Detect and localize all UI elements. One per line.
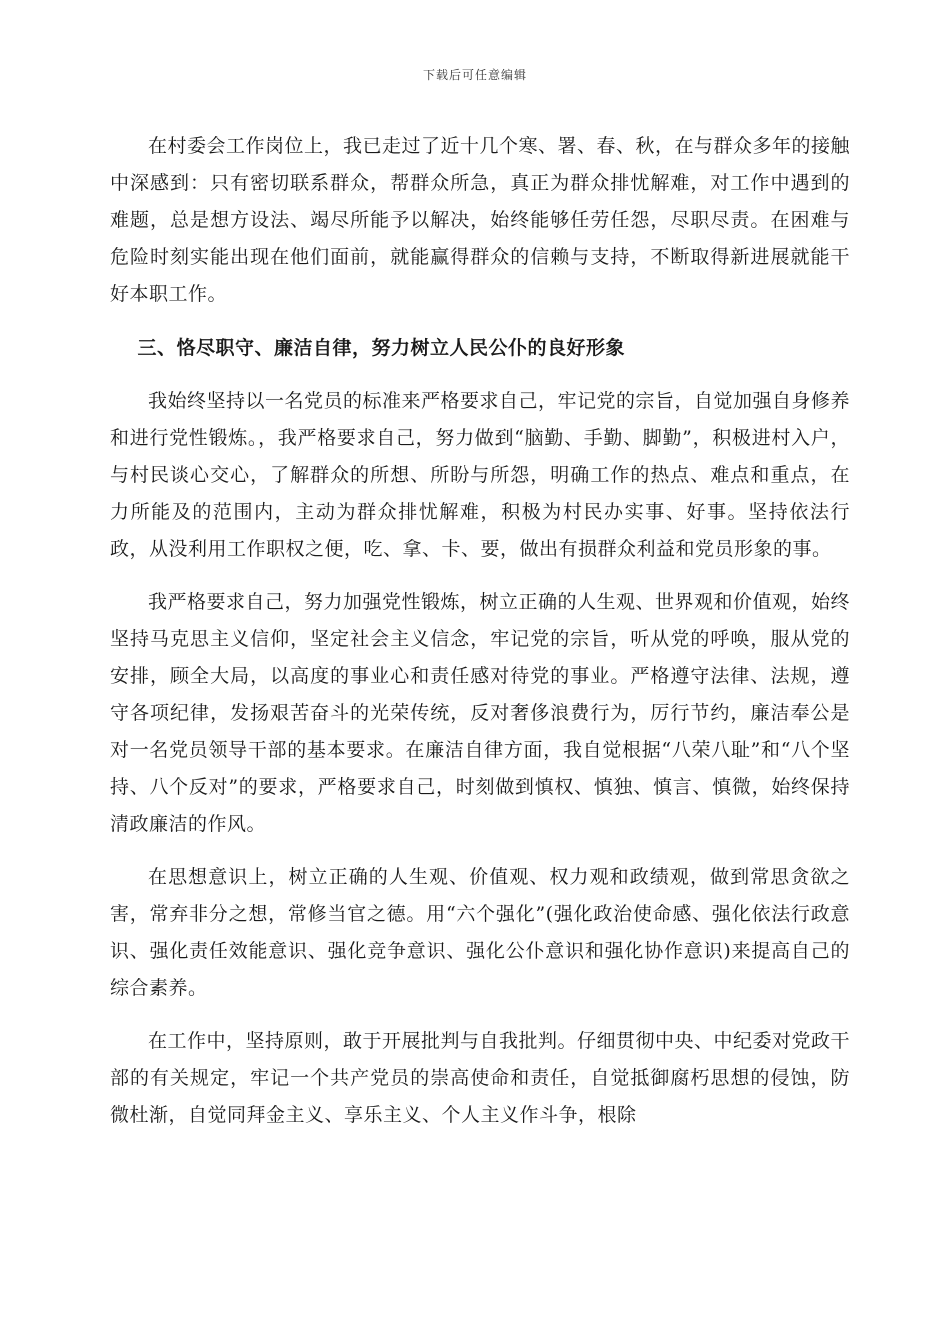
paragraph-party-spirit: 我严格要求自己，努力加强党性锻炼，树立正确的人生观、世界观和价值观，始终坚持马克思主义信仰，坚定社会主义信念，牢记党的宗旨，听从党的呼唤，服从党的安排，顾全大局，以高度的事业心和责任感对待党的事业。严格遵守法律、法规，遵守各项纪律，发扬艰苦奋斗的光荣传统，反对奢侈浪费行为，厉行节约，廉洁奉公是对一名党员领导干部的基本要求。在廉洁自律方面，我自觉根据“八荣八耻”和“八个坚持、八个反对”的要求，严格要求自己，时刻做到慎权、慎独、慎言、慎微，始终保持清政廉洁的作风。 [110, 591, 851, 835]
document-body [110, 128, 850, 1134]
paragraph-work-principles: 在工作中，坚持原则，敢于开展批判与自我批判。仔细贯彻中央、中纪委对党政干部的有关规定，牢记一个共产党员的崇高使命和责任，自觉抵御腐朽思想的侵蚀，防微杜渐，自觉同拜金主义、享乐主义、个人主义作斗争，根除 [110, 1030, 851, 1126]
paragraph-ideology: 在思想意识上，树立正确的人生观、价值观、权力观和政绩观，做到常思贪欲之害，常弃非分之想，常修当官之德。用“六个强化”(强化政治使命感、强化依法行政意识、强化责任效能意识、强化竞争意识、强化公仆意识和强化协作意识)来提高自己的综合素养。 [110, 866, 850, 999]
page-header: 下载后可任意编辑 [422, 68, 527, 82]
section-heading: 三、恪尽职守、廉洁自律，努力树立人民公仆的良好形象 [137, 337, 626, 359]
paragraph-party-member-standard: 我始终坚持以一名党员的标准来严格要求自己，牢记党的宗旨，自觉加强自身修养和进行党性锻炼。，我严格要求自己，努力做到“脑勤、手勤、脚勤”，积极进村入户，与村民谈心交心，了解群众的所想、所盼与所怨，明确工作的热点、难点和重点，在力所能及的范围内，主动为群众排忧解难，积极为村民办实事、好事。坚持依法行政，从没利用工作职权之便，吃、拿、卡、要，做出有损群众利益和党员形象的事。 [110, 390, 851, 560]
paragraph-village-committee-work: 在村委会工作岗位上，我已走过了近十几个寒、署、春、秋，在与群众多年的接触中深感到：只有密切联系群众，帮群众所急，真正为群众排忧解难，对工作中遇到的难题，总是想方设法、竭尽所能予以解决，始终能够任劳任怨，尽职尽责。在困难与危险时刻实能出现在他们面前，就能赢得群众的信赖与支持，不断取得新进展就能干好本职工作。 [110, 135, 851, 305]
